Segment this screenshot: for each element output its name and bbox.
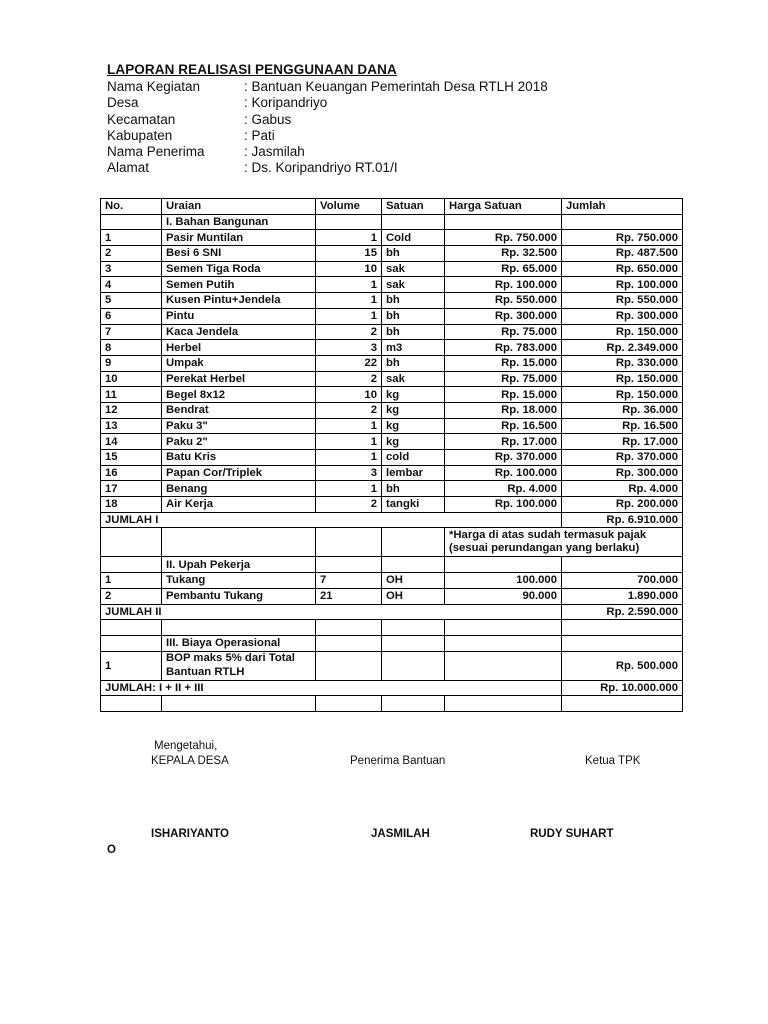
item-price: Rp. 75.000 xyxy=(445,371,562,387)
column-header-no: No. xyxy=(101,199,162,215)
section-title: I. Bahan Bangunan xyxy=(162,214,316,230)
item-unit: bh xyxy=(382,308,445,324)
item-price: Rp. 65.000 xyxy=(445,261,562,277)
item-total: Rp. 500.000 xyxy=(562,651,683,680)
item-no: 1 xyxy=(101,573,162,589)
item-price: Rp. 15.000 xyxy=(445,355,562,371)
item-no: 8 xyxy=(101,340,162,356)
table-row xyxy=(101,324,683,340)
table-row xyxy=(101,402,683,418)
item-volume: 2 xyxy=(316,371,382,387)
item-price: Rp. 16.500 xyxy=(445,418,562,434)
total-label: JUMLAH I xyxy=(101,512,562,528)
column-header-satuan: Satuan xyxy=(382,199,445,215)
item-volume: 2 xyxy=(316,402,382,418)
item-volume: 1 xyxy=(316,308,382,324)
item-volume: 1 xyxy=(316,230,382,246)
item-desc: Paku 3" xyxy=(162,418,316,434)
item-no: 1 xyxy=(101,651,162,680)
item-desc: Kaca Jendela xyxy=(162,324,316,340)
item-unit: sak xyxy=(382,277,445,293)
item-desc: Pembantu Tukang xyxy=(162,588,316,604)
item-desc: Begel 8x12 xyxy=(162,387,316,403)
section-title: III. Biaya Operasional xyxy=(162,635,316,651)
item-volume: 3 xyxy=(316,340,382,356)
table-row xyxy=(101,293,683,309)
item-desc: Benang xyxy=(162,481,316,497)
item-total: Rp. 370.000 xyxy=(562,450,683,466)
table-row xyxy=(101,355,683,371)
penerima-name: JASMILAH xyxy=(371,828,430,840)
item-no: 7 xyxy=(101,324,162,340)
item-desc: Bendrat xyxy=(162,402,316,418)
item-total: Rp. 2.349.000 xyxy=(562,340,683,356)
kades-title: KEPALA DESA xyxy=(151,755,229,767)
table-row xyxy=(101,434,683,450)
item-no: 2 xyxy=(101,588,162,604)
item-total: Rp. 150.000 xyxy=(562,371,683,387)
item-no: 18 xyxy=(101,497,162,513)
item-volume: 7 xyxy=(316,573,382,589)
item-no: 16 xyxy=(101,465,162,481)
item-desc: Air Kerja xyxy=(162,497,316,513)
item-desc: Kusen Pintu+Jendela xyxy=(162,293,316,309)
item-volume: 3 xyxy=(316,465,382,481)
empty-row xyxy=(101,696,683,712)
item-no: 5 xyxy=(101,293,162,309)
item-desc: Tukang xyxy=(162,573,316,589)
item-price: Rp. 550.000 xyxy=(445,293,562,309)
item-price: Rp. 15.000 xyxy=(445,387,562,403)
table-row xyxy=(101,450,683,466)
item-unit: kg xyxy=(382,418,445,434)
item-unit: kg xyxy=(382,402,445,418)
table-row xyxy=(101,465,683,481)
item-unit: lembar xyxy=(382,465,445,481)
item-price: Rp. 783.000 xyxy=(445,340,562,356)
total-value: Rp. 2.590.000 xyxy=(562,604,683,620)
item-unit: sak xyxy=(382,261,445,277)
item-price: Rp. 100.000 xyxy=(445,277,562,293)
kades-name: ISHARIYANTO xyxy=(151,828,229,840)
item-volume: 1 xyxy=(316,450,382,466)
field-nama-penerima: Nama Penerima : Jasmilah xyxy=(107,144,305,160)
item-desc: Semen Putih xyxy=(162,277,316,293)
item-price: Rp. 300.000 xyxy=(445,308,562,324)
item-no: 2 xyxy=(101,246,162,262)
item-total: Rp. 100.000 xyxy=(562,277,683,293)
total-row-1 xyxy=(101,512,683,528)
item-total: Rp. 150.000 xyxy=(562,324,683,340)
item-price: Rp. 18.000 xyxy=(445,402,562,418)
total-row-2 xyxy=(101,604,683,620)
item-price: Rp. 750.000 xyxy=(445,230,562,246)
item-desc: Perekat Herbel xyxy=(162,371,316,387)
item-price: 100.000 xyxy=(445,573,562,589)
item-unit: tangki xyxy=(382,497,445,513)
item-desc: Batu Kris xyxy=(162,450,316,466)
item-volume: 2 xyxy=(316,324,382,340)
item-unit: bh xyxy=(382,355,445,371)
item-desc: Pintu xyxy=(162,308,316,324)
upah-items xyxy=(101,573,683,604)
table-row xyxy=(101,277,683,293)
item-no: 14 xyxy=(101,434,162,450)
budget-table xyxy=(100,198,683,712)
table-row xyxy=(101,230,683,246)
item-no: 3 xyxy=(101,261,162,277)
bahan-items xyxy=(101,230,683,512)
table-row xyxy=(101,418,683,434)
tpk-title: Ketua TPK xyxy=(585,755,641,767)
item-unit: sak xyxy=(382,371,445,387)
item-volume: 2 xyxy=(316,497,382,513)
item-unit: OH xyxy=(382,573,445,589)
column-header-jumlah: Jumlah xyxy=(562,199,683,215)
report-header xyxy=(107,61,548,177)
item-unit: bh xyxy=(382,293,445,309)
item-no: 17 xyxy=(101,481,162,497)
item-desc: Paku 2" xyxy=(162,434,316,450)
table-row xyxy=(101,371,683,387)
table-row xyxy=(101,340,683,356)
item-unit: kg xyxy=(382,434,445,450)
item-desc: Umpak xyxy=(162,355,316,371)
item-total: Rp. 300.000 xyxy=(562,308,683,324)
item-total: Rp. 17.000 xyxy=(562,434,683,450)
section-row-operasional xyxy=(101,635,683,651)
item-unit: cold xyxy=(382,450,445,466)
item-volume: 10 xyxy=(316,261,382,277)
item-volume: 1 xyxy=(316,293,382,309)
table-row xyxy=(101,651,683,680)
item-volume: 15 xyxy=(316,246,382,262)
item-unit: bh xyxy=(382,246,445,262)
item-volume: 1 xyxy=(316,418,382,434)
item-total: Rp. 200.000 xyxy=(562,497,683,513)
item-no: 11 xyxy=(101,387,162,403)
item-desc: BOP maks 5% dari Total Bantuan RTLH xyxy=(162,651,316,680)
report-title: LAPORAN REALISASI PENGGUNAAN DANA xyxy=(107,62,397,77)
item-desc: Herbel xyxy=(162,340,316,356)
section-title: II. Upah Pekerja xyxy=(162,557,316,573)
item-total: Rp. 16.500 xyxy=(562,418,683,434)
item-unit: kg xyxy=(382,387,445,403)
item-volume: 10 xyxy=(316,387,382,403)
column-header-volume: Volume xyxy=(316,199,382,215)
section-row-upah xyxy=(101,557,683,573)
known-label: Mengetahui, xyxy=(154,740,218,752)
item-total: Rp. 550.000 xyxy=(562,293,683,309)
item-unit: m3 xyxy=(382,340,445,356)
item-no: 6 xyxy=(101,308,162,324)
item-unit: OH xyxy=(382,588,445,604)
column-header-uraian: Uraian xyxy=(162,199,316,215)
table-row xyxy=(101,497,683,513)
item-total: Rp. 330.000 xyxy=(562,355,683,371)
table-row xyxy=(101,261,683,277)
item-no: 15 xyxy=(101,450,162,466)
item-no: 4 xyxy=(101,277,162,293)
item-no: 12 xyxy=(101,402,162,418)
grand-total-row xyxy=(101,680,683,696)
grand-total-value: Rp. 10.000.000 xyxy=(562,680,683,696)
item-price: 90.000 xyxy=(445,588,562,604)
item-total: Rp. 150.000 xyxy=(562,387,683,403)
item-total: Rp. 650.000 xyxy=(562,261,683,277)
total-value: Rp. 6.910.000 xyxy=(562,512,683,528)
item-desc: Semen Tiga Roda xyxy=(162,261,316,277)
item-total: Rp. 36.000 xyxy=(562,402,683,418)
item-unit: bh xyxy=(382,481,445,497)
item-total: Rp. 4.000 xyxy=(562,481,683,497)
item-total: 1.890.000 xyxy=(562,588,683,604)
table-row xyxy=(101,308,683,324)
table-row xyxy=(101,246,683,262)
item-price: Rp. 100.000 xyxy=(445,465,562,481)
table-row xyxy=(101,387,683,403)
item-total: Rp. 300.000 xyxy=(562,465,683,481)
item-desc: Pasir Muntilan xyxy=(162,230,316,246)
item-unit: Cold xyxy=(382,230,445,246)
grand-total-label: JUMLAH: I + II + III xyxy=(101,680,562,696)
item-no: 13 xyxy=(101,418,162,434)
table-row xyxy=(101,573,683,589)
table-header-row xyxy=(101,199,683,215)
column-header-harga: Harga Satuan xyxy=(445,199,562,215)
item-total: Rp. 750.000 xyxy=(562,230,683,246)
item-volume: 1 xyxy=(316,434,382,450)
field-nama-kegiatan: Nama Kegiatan : Bantuan Keuangan Pemerintah Desa RTLH 2018 xyxy=(107,79,548,94)
field-desa: Desa : Koripandriyo xyxy=(107,95,328,111)
field-kecamatan: Kecamatan : Gabus xyxy=(107,111,292,127)
item-unit: bh xyxy=(382,324,445,340)
tax-note-row xyxy=(101,528,683,557)
item-price: Rp. 370.000 xyxy=(445,450,562,466)
penerima-title: Penerima Bantuan xyxy=(350,755,446,767)
empty-row xyxy=(101,620,683,636)
item-total: Rp. 487.500 xyxy=(562,246,683,262)
tax-note: *Harga di atas sudah termasuk pajak (sesuai perundangan yang berlaku) xyxy=(445,528,683,557)
item-no: 9 xyxy=(101,355,162,371)
item-volume: 21 xyxy=(316,588,382,604)
item-price: Rp. 4.000 xyxy=(445,481,562,497)
item-price: Rp. 32.500 xyxy=(445,246,562,262)
tpk-name: RUDY SUHART xyxy=(530,828,614,840)
item-total: 700.000 xyxy=(562,573,683,589)
item-volume: 1 xyxy=(316,277,382,293)
table-row xyxy=(101,588,683,604)
item-price: Rp. 75.000 xyxy=(445,324,562,340)
item-desc: Papan Cor/Triplek xyxy=(162,465,316,481)
item-desc: Besi 6 SNI xyxy=(162,246,316,262)
item-price: Rp. 100.000 xyxy=(445,497,562,513)
item-no: 1 xyxy=(101,230,162,246)
section-row-bahan xyxy=(101,214,683,230)
item-no: 10 xyxy=(101,371,162,387)
field-alamat: Alamat : Ds. Koripandriyo RT.01/I xyxy=(107,160,398,176)
item-volume: 22 xyxy=(316,355,382,371)
total-label: JUMLAH II xyxy=(101,604,562,620)
field-kabupaten: Kabupaten : Pati xyxy=(107,127,275,143)
table-row xyxy=(101,481,683,497)
item-price: Rp. 17.000 xyxy=(445,434,562,450)
item-volume: 1 xyxy=(316,481,382,497)
tpk-name-wrap: O xyxy=(107,844,116,856)
